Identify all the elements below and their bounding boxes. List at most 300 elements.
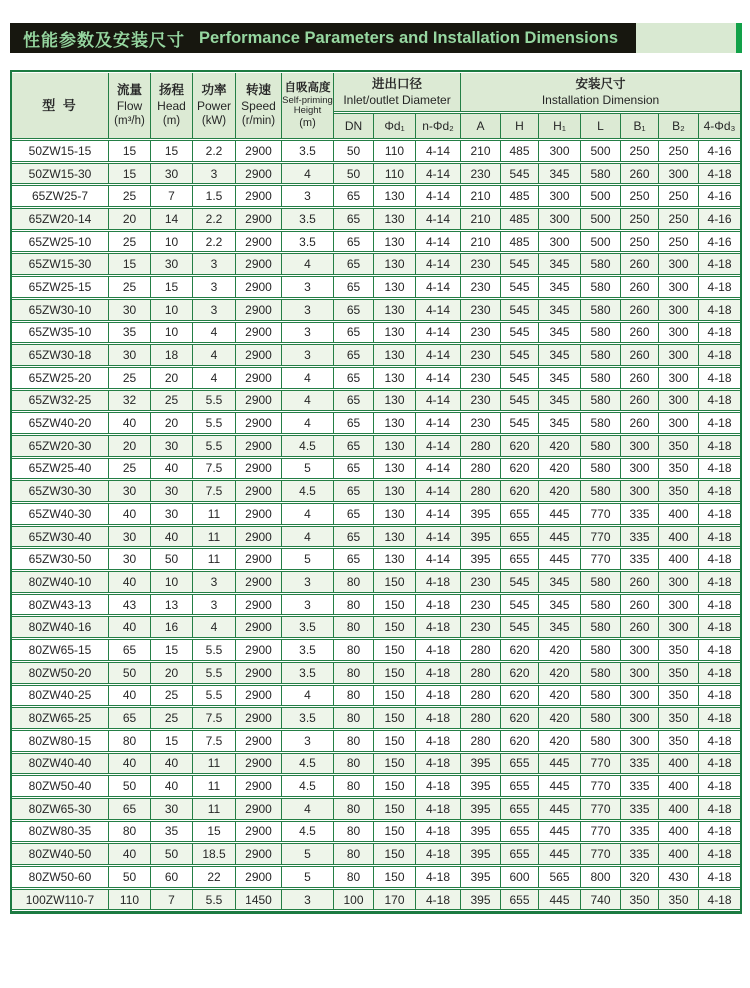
value-cell: 580 [581, 685, 621, 707]
value-cell: 335 [621, 821, 659, 843]
value-cell: 300 [621, 458, 659, 480]
value-cell: 260 [621, 571, 659, 593]
value-cell: 150 [374, 775, 416, 797]
value-cell: 30 [151, 798, 193, 820]
value-cell: 260 [621, 253, 659, 275]
model-cell: 80ZW80-35 [12, 821, 109, 843]
table-row [12, 390, 740, 412]
value-cell: 2900 [236, 253, 282, 275]
value-cell: 620 [501, 639, 539, 661]
value-cell: 130 [374, 322, 416, 344]
value-cell: 18 [151, 344, 193, 366]
value-cell: 15 [109, 140, 151, 162]
value-cell: 30 [109, 480, 151, 502]
value-cell: 545 [501, 299, 539, 321]
value-cell: 350 [659, 685, 699, 707]
model-cell: 65ZW30-50 [12, 548, 109, 570]
value-cell: 420 [539, 730, 581, 752]
value-cell: 395 [461, 843, 501, 865]
section-title-bar [10, 23, 742, 53]
value-cell: 60 [151, 866, 193, 888]
value-cell: 2900 [236, 753, 282, 775]
value-cell: 280 [461, 662, 501, 684]
value-cell: 770 [581, 526, 621, 548]
value-cell: 545 [501, 367, 539, 389]
value-cell: 4-18 [699, 753, 740, 775]
value-cell: 655 [501, 753, 539, 775]
value-cell: 300 [621, 685, 659, 707]
value-cell: 110 [374, 163, 416, 185]
value-cell: 620 [501, 480, 539, 502]
value-cell: 25 [151, 390, 193, 412]
value-cell: 280 [461, 458, 501, 480]
value-cell: 4-18 [699, 253, 740, 275]
model-cell: 80ZW40-16 [12, 616, 109, 638]
value-cell: 350 [659, 889, 699, 911]
value-cell: 4 [282, 526, 334, 548]
value-cell: 25 [109, 276, 151, 298]
value-cell: 5.5 [193, 685, 236, 707]
value-cell: 4-18 [416, 866, 461, 888]
col-header-d1: Φd₁ [374, 113, 416, 139]
model-cell: 80ZW43-13 [12, 594, 109, 616]
value-cell: 345 [539, 571, 581, 593]
value-cell: 4-18 [699, 503, 740, 525]
value-cell: 2900 [236, 322, 282, 344]
value-cell: 4 [193, 616, 236, 638]
value-cell: 80 [334, 685, 374, 707]
value-cell: 5.5 [193, 390, 236, 412]
value-cell: 5.5 [193, 889, 236, 911]
value-cell: 4 [282, 798, 334, 820]
table-row [12, 412, 740, 434]
value-cell: 4-18 [699, 889, 740, 911]
value-cell: 345 [539, 163, 581, 185]
value-cell: 15 [193, 821, 236, 843]
value-cell: 4.5 [282, 821, 334, 843]
value-cell: 130 [374, 435, 416, 457]
value-cell: 4-18 [699, 435, 740, 457]
value-cell: 7.5 [193, 730, 236, 752]
value-cell: 345 [539, 390, 581, 412]
value-cell: 2900 [236, 775, 282, 797]
value-cell: 11 [193, 798, 236, 820]
value-cell: 335 [621, 798, 659, 820]
value-cell: 260 [621, 344, 659, 366]
value-cell: 4 [282, 685, 334, 707]
value-cell: 4-18 [416, 843, 461, 865]
value-cell: 2900 [236, 208, 282, 230]
model-cell: 65ZW40-30 [12, 503, 109, 525]
value-cell: 345 [539, 344, 581, 366]
value-cell: 20 [151, 662, 193, 684]
table-row [12, 458, 740, 480]
value-cell: 4-18 [699, 526, 740, 548]
value-cell: 80 [334, 639, 374, 661]
value-cell: 2900 [236, 662, 282, 684]
value-cell: 2900 [236, 344, 282, 366]
value-cell: 770 [581, 843, 621, 865]
value-cell: 50 [109, 866, 151, 888]
value-cell: 580 [581, 571, 621, 593]
value-cell: 14 [151, 208, 193, 230]
value-cell: 445 [539, 775, 581, 797]
value-cell: 5 [282, 548, 334, 570]
value-cell: 300 [539, 140, 581, 162]
value-cell: 250 [621, 231, 659, 253]
value-cell: 13 [151, 594, 193, 616]
value-cell: 395 [461, 866, 501, 888]
table-row [12, 140, 740, 162]
model-cell: 80ZW40-25 [12, 685, 109, 707]
value-cell: 345 [539, 367, 581, 389]
value-cell: 230 [461, 163, 501, 185]
value-cell: 2900 [236, 503, 282, 525]
parameters-table-container [10, 70, 742, 914]
value-cell: 335 [621, 753, 659, 775]
table-row [12, 367, 740, 389]
col-header-model-label: 型 号 [42, 97, 78, 113]
title-bar-accent-stripe [736, 23, 742, 53]
value-cell: 300 [621, 639, 659, 661]
value-cell: 40 [109, 843, 151, 865]
value-cell: 420 [539, 639, 581, 661]
value-cell: 300 [659, 299, 699, 321]
value-cell: 150 [374, 730, 416, 752]
value-cell: 580 [581, 344, 621, 366]
value-cell: 25 [109, 185, 151, 207]
value-cell: 445 [539, 526, 581, 548]
value-cell: 4-18 [699, 163, 740, 185]
value-cell: 430 [659, 866, 699, 888]
model-cell: 65ZW15-30 [12, 253, 109, 275]
value-cell: 2900 [236, 458, 282, 480]
value-cell: 300 [621, 480, 659, 502]
value-cell: 545 [501, 276, 539, 298]
value-cell: 4-18 [416, 821, 461, 843]
table-row [12, 548, 740, 570]
value-cell: 65 [334, 231, 374, 253]
value-cell: 4-18 [416, 730, 461, 752]
value-cell: 80 [334, 843, 374, 865]
value-cell: 2900 [236, 798, 282, 820]
value-cell: 4-18 [416, 571, 461, 593]
model-cell: 65ZW30-30 [12, 480, 109, 502]
value-cell: 4-14 [416, 367, 461, 389]
value-cell: 130 [374, 412, 416, 434]
value-cell: 40 [109, 412, 151, 434]
value-cell: 15 [109, 163, 151, 185]
value-cell: 20 [151, 367, 193, 389]
value-cell: 4-18 [699, 798, 740, 820]
value-cell: 545 [501, 594, 539, 616]
model-cell: 65ZW25-20 [12, 367, 109, 389]
value-cell: 4-14 [416, 458, 461, 480]
value-cell: 4-16 [699, 140, 740, 162]
value-cell: 4 [193, 367, 236, 389]
value-cell: 4-14 [416, 526, 461, 548]
value-cell: 11 [193, 775, 236, 797]
value-cell: 4-14 [416, 390, 461, 412]
value-cell: 4 [282, 412, 334, 434]
value-cell: 4-18 [699, 458, 740, 480]
value-cell: 580 [581, 707, 621, 729]
value-cell: 420 [539, 685, 581, 707]
value-cell: 300 [659, 571, 699, 593]
col-header-4d3: 4-Φd₃ [699, 113, 740, 139]
value-cell: 280 [461, 685, 501, 707]
value-cell: 580 [581, 322, 621, 344]
table-row [12, 753, 740, 775]
value-cell: 740 [581, 889, 621, 911]
value-cell: 210 [461, 208, 501, 230]
value-cell: 2.2 [193, 140, 236, 162]
value-cell: 230 [461, 571, 501, 593]
model-cell: 65ZW20-30 [12, 435, 109, 457]
value-cell: 20 [151, 412, 193, 434]
value-cell: 2900 [236, 843, 282, 865]
model-cell: 80ZW65-15 [12, 639, 109, 661]
value-cell: 230 [461, 322, 501, 344]
value-cell: 545 [501, 412, 539, 434]
value-cell: 545 [501, 616, 539, 638]
value-cell: 3.5 [282, 140, 334, 162]
value-cell: 22 [193, 866, 236, 888]
value-cell: 4-18 [699, 639, 740, 661]
value-cell: 500 [581, 231, 621, 253]
value-cell: 350 [659, 639, 699, 661]
value-cell: 485 [501, 140, 539, 162]
value-cell: 4.5 [282, 775, 334, 797]
col-header-nd2: n-Φd₂ [416, 113, 461, 139]
value-cell: 3 [282, 322, 334, 344]
value-cell: 3 [193, 276, 236, 298]
value-cell: 5.5 [193, 662, 236, 684]
value-cell: 30 [109, 548, 151, 570]
value-cell: 4-14 [416, 208, 461, 230]
value-cell: 130 [374, 548, 416, 570]
value-cell: 80 [334, 730, 374, 752]
value-cell: 30 [151, 435, 193, 457]
value-cell: 15 [151, 276, 193, 298]
value-cell: 445 [539, 503, 581, 525]
value-cell: 80 [334, 866, 374, 888]
value-cell: 300 [659, 163, 699, 185]
value-cell: 50 [109, 662, 151, 684]
value-cell: 2900 [236, 276, 282, 298]
col-header-power: 功率 Power (kW) [193, 73, 236, 139]
value-cell: 130 [374, 367, 416, 389]
value-cell: 345 [539, 594, 581, 616]
value-cell: 545 [501, 163, 539, 185]
col-header-l: L [581, 113, 621, 139]
value-cell: 65 [109, 639, 151, 661]
value-cell: 395 [461, 798, 501, 820]
value-cell: 30 [151, 163, 193, 185]
value-cell: 150 [374, 798, 416, 820]
value-cell: 300 [659, 594, 699, 616]
value-cell: 80 [109, 730, 151, 752]
value-cell: 300 [621, 707, 659, 729]
table-row [12, 616, 740, 638]
value-cell: 3 [282, 276, 334, 298]
value-cell: 10 [151, 299, 193, 321]
value-cell: 130 [374, 503, 416, 525]
value-cell: 30 [151, 253, 193, 275]
value-cell: 260 [621, 412, 659, 434]
value-cell: 4-18 [416, 707, 461, 729]
value-cell: 130 [374, 231, 416, 253]
value-cell: 4-14 [416, 253, 461, 275]
col-header-b1: B₁ [621, 113, 659, 139]
value-cell: 20 [109, 435, 151, 457]
value-cell: 65 [334, 526, 374, 548]
value-cell: 420 [539, 707, 581, 729]
value-cell: 40 [151, 526, 193, 548]
value-cell: 25 [109, 367, 151, 389]
value-cell: 4.5 [282, 480, 334, 502]
value-cell: 4-14 [416, 548, 461, 570]
value-cell: 250 [659, 231, 699, 253]
value-cell: 3 [193, 594, 236, 616]
value-cell: 4-18 [699, 548, 740, 570]
value-cell: 3 [193, 571, 236, 593]
value-cell: 25 [109, 458, 151, 480]
model-cell: 50ZW15-30 [12, 163, 109, 185]
value-cell: 25 [109, 231, 151, 253]
value-cell: 150 [374, 843, 416, 865]
value-cell: 345 [539, 276, 581, 298]
value-cell: 80 [334, 775, 374, 797]
value-cell: 80 [334, 707, 374, 729]
table-row [12, 662, 740, 684]
value-cell: 2900 [236, 367, 282, 389]
value-cell: 300 [659, 390, 699, 412]
value-cell: 3 [193, 163, 236, 185]
value-cell: 230 [461, 344, 501, 366]
value-cell: 50 [109, 775, 151, 797]
table-row [12, 866, 740, 888]
value-cell: 80 [334, 662, 374, 684]
value-cell: 150 [374, 594, 416, 616]
value-cell: 770 [581, 548, 621, 570]
value-cell: 4-18 [416, 639, 461, 661]
value-cell: 2900 [236, 730, 282, 752]
value-cell: 545 [501, 390, 539, 412]
value-cell: 4-14 [416, 503, 461, 525]
value-cell: 5 [282, 458, 334, 480]
value-cell: 11 [193, 548, 236, 570]
value-cell: 260 [621, 163, 659, 185]
value-cell: 4 [193, 322, 236, 344]
value-cell: 400 [659, 548, 699, 570]
value-cell: 395 [461, 548, 501, 570]
value-cell: 230 [461, 253, 501, 275]
table-row [12, 571, 740, 593]
value-cell: 150 [374, 571, 416, 593]
value-cell: 3 [193, 253, 236, 275]
value-cell: 280 [461, 707, 501, 729]
value-cell: 345 [539, 253, 581, 275]
value-cell: 400 [659, 526, 699, 548]
table-row [12, 639, 740, 661]
value-cell: 300 [659, 276, 699, 298]
table-row [12, 322, 740, 344]
value-cell: 770 [581, 798, 621, 820]
parameters-table [12, 72, 740, 911]
value-cell: 4-18 [699, 594, 740, 616]
value-cell: 2900 [236, 412, 282, 434]
model-cell: 65ZW25-7 [12, 185, 109, 207]
value-cell: 130 [374, 185, 416, 207]
value-cell: 350 [659, 458, 699, 480]
value-cell: 250 [621, 185, 659, 207]
value-cell: 250 [621, 140, 659, 162]
value-cell: 65 [334, 344, 374, 366]
table-row [12, 821, 740, 843]
value-cell: 580 [581, 253, 621, 275]
value-cell: 5.5 [193, 412, 236, 434]
value-cell: 580 [581, 639, 621, 661]
value-cell: 335 [621, 548, 659, 570]
table-row [12, 435, 740, 457]
value-cell: 345 [539, 322, 581, 344]
value-cell: 150 [374, 821, 416, 843]
value-cell: 395 [461, 889, 501, 911]
value-cell: 100 [334, 889, 374, 911]
value-cell: 3 [193, 299, 236, 321]
value-cell: 260 [621, 594, 659, 616]
value-cell: 65 [334, 503, 374, 525]
value-cell: 580 [581, 163, 621, 185]
value-cell: 1450 [236, 889, 282, 911]
col-group-inlet-outlet: 进出口径 Inlet/outlet Diameter [334, 73, 461, 112]
model-cell: 80ZW80-15 [12, 730, 109, 752]
value-cell: 600 [501, 866, 539, 888]
value-cell: 4 [282, 253, 334, 275]
value-cell: 30 [109, 344, 151, 366]
model-cell: 65ZW35-10 [12, 322, 109, 344]
col-header-flow: 流量 Flow (m³/h) [109, 73, 151, 139]
table-row [12, 889, 740, 911]
value-cell: 50 [151, 548, 193, 570]
value-cell: 3 [282, 571, 334, 593]
value-cell: 500 [581, 185, 621, 207]
value-cell: 580 [581, 616, 621, 638]
model-cell: 80ZW50-60 [12, 866, 109, 888]
value-cell: 4-18 [699, 322, 740, 344]
value-cell: 2900 [236, 685, 282, 707]
value-cell: 170 [374, 889, 416, 911]
value-cell: 4-14 [416, 140, 461, 162]
value-cell: 80 [334, 594, 374, 616]
value-cell: 655 [501, 526, 539, 548]
table-row [12, 208, 740, 230]
value-cell: 2900 [236, 435, 282, 457]
value-cell: 4-16 [699, 208, 740, 230]
value-cell: 260 [621, 299, 659, 321]
value-cell: 130 [374, 526, 416, 548]
value-cell: 445 [539, 798, 581, 820]
value-cell: 40 [151, 775, 193, 797]
value-cell: 655 [501, 503, 539, 525]
value-cell: 50 [334, 163, 374, 185]
value-cell: 15 [151, 639, 193, 661]
value-cell: 7.5 [193, 458, 236, 480]
table-row [12, 344, 740, 366]
value-cell: 230 [461, 276, 501, 298]
value-cell: 350 [621, 889, 659, 911]
